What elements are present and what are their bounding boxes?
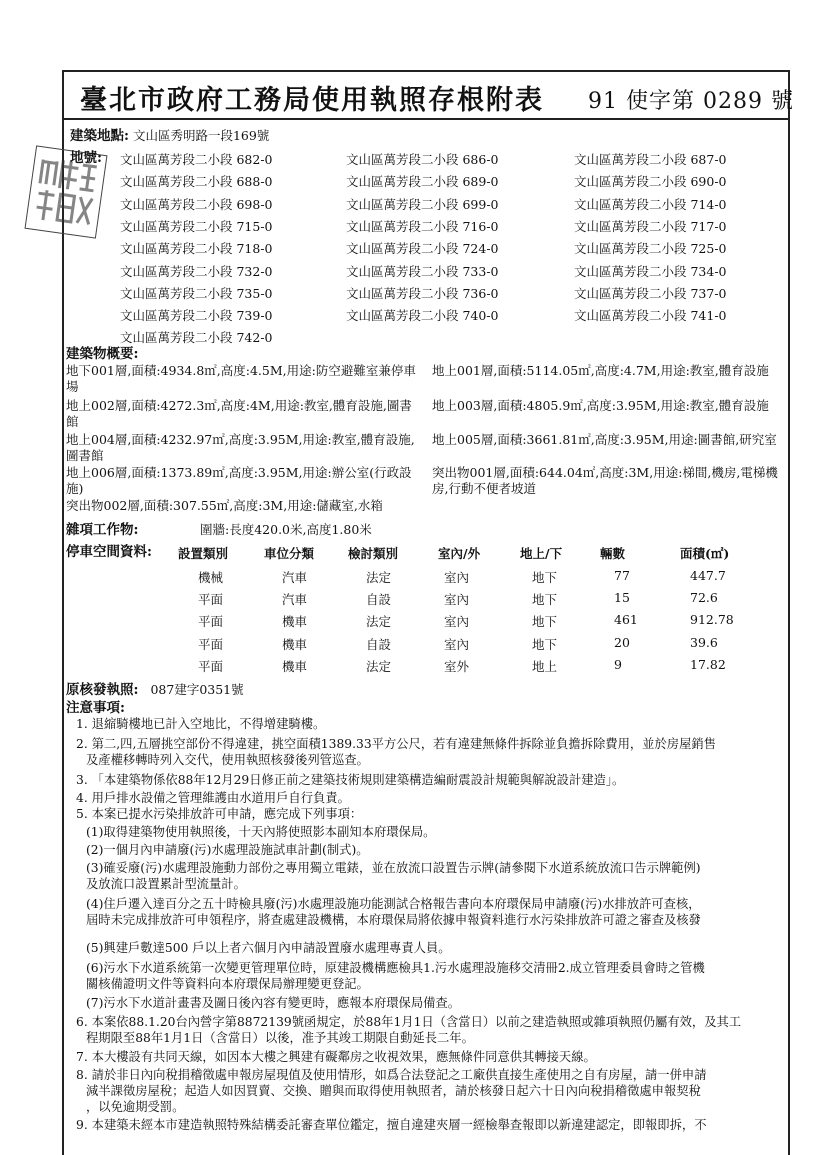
note-line: 6. 本案依88.1.20台內營字第8872139號函規定，於88年1月1日（含當日）以前之建造執照或雜項執照仍屬有效，及其工 [76,1015,742,1029]
note-line: (7)污水下水道計畫書及圖日後內容有變更時，應報本府環保局備查。 [86,996,461,1010]
parking-cell: 法定 [366,658,392,674]
parking-cell: 機械 [198,570,224,585]
lot-number: 文山區萬芳段二小段 742-0 [120,330,273,346]
lot-number: 文山區萬芳段二小段 725-0 [574,241,727,257]
lot-number: 文山區萬芳段二小段 718-0 [120,241,273,257]
original-value: 087建字0351號 [150,682,244,697]
overview-line: 地上006層,面積:1373.89㎡,高度:3.95M,用途:辦公室(行政設 [66,465,412,480]
note-line: (4)住戶遷入達百分之五十時檢具廢(污)水處理設施功能測試合格報告書向本府環保局申請廢(污)水排放許可查核， [86,897,701,911]
parking-cell: 72.6 [690,590,718,606]
lot-number: 文山區萬芳段二小段 737-0 [574,285,727,301]
title-rule [62,118,790,120]
parking-cell: 自設 [366,636,392,652]
misc-label: 雜項工作物: [66,522,139,538]
overview-label: 建築物概要: [66,346,139,362]
note-line: 1. 退縮騎樓地已計入空地比，不得增建騎樓。 [76,717,326,731]
document-title: 臺北市政府工務局使用執照存根附表 [80,85,544,116]
note-line: 2. 第二,四,五層挑空部份不得違建，挑空面積1389.33平方公尺，若有違建無條件拆除並負擔拆除費用，並於房屋銷售 [76,737,716,751]
note-line: (3)確妥廢(污)水處理設施動力部份之專用獨立電錶，並在放流口設置告示牌(請參閱下水道系統放流口告示牌範例) [86,861,701,875]
lot-number: 文山區萬芳段二小段 716-0 [346,218,499,234]
overview-line: 地上004層,面積:4232.97㎡,高度:3.95M,用途:教室,體育設施, [66,432,415,447]
note-line: 3. 「本建築物係依88年12月29日修正前之建築技術規則建築構造編耐震設計規範與解說設計建造」。 [76,773,625,787]
lot-number: 文山區萬芳段二小段 724-0 [346,241,499,257]
overview-line: 館 [66,414,79,429]
misc-value: 圍牆:長度420.0米,高度1.80米 [200,522,372,537]
parking-cell: 室外 [444,658,470,674]
note-line: 9. 本建築未經本市建造執照特殊結構委託審查單位鑑定，擅自違建夾層一經檢舉查報即以新違建認定，即報即拆，不 [76,1118,707,1132]
original-label: 原核發執照: [66,682,139,698]
parking-cell: 室內 [444,636,470,652]
original-row [66,682,244,698]
note-line: 7. 本大樓設有共同天線，如因本大樓之興建有礙鄰房之收視效果，應無條件同意供其轉接天線。 [76,1050,596,1064]
overview-line: 圖書館 [66,448,104,463]
lot-number: 文山區萬芳段二小段 741-0 [574,308,727,324]
note-line: 程期限至88年1月1日（含當日）以後，准予其竣工期限自動延長二年。 [86,1031,474,1045]
parking-cell: 自設 [366,592,392,608]
parking-header: 地上/下 [520,546,563,561]
overview-line: 地上003層,面積:4805.9㎡,高度:3.95M,用途:教室,體育設施 [432,398,769,413]
lot-number: 文山區萬芳段二小段 740-0 [346,308,499,324]
parking-cell: 平面 [198,592,224,608]
note-line: 8. 請於非日內向稅捐稽徵處申報房屋現值及使用情形，如爲合法登記之工廠供直接生產使用之自有房屋，請一併申請 [76,1068,707,1082]
overview-line: 突出物001層,面積:644.04㎡,高度:3M,用途:梯間,機房,電梯機 [432,465,778,480]
parking-header: 檢討類別 [348,546,399,561]
parking-header: 車位分類 [264,546,315,561]
overview-line: 突出物002層,面積:307.55㎡,高度:3M,用途:儲藏室,水箱 [66,498,383,513]
note-line: 及放流口設置累計型流量計。 [86,877,246,891]
parking-cell: 17.82 [690,656,726,672]
site-label: 建築地點: [70,128,129,144]
lot-number: 文山區萬芳段二小段 686-0 [346,152,499,167]
parking-cell: 461 [614,612,638,628]
lot-number: 文山區萬芳段二小段 688-0 [120,174,273,190]
parking-cell: 機車 [282,658,308,674]
overview-line: 房,行動不便者坡道 [432,481,536,496]
note-line: 4. 用戶排水設備之管理維護由水道用戶自行負責。 [76,791,350,805]
parking-cell: 室內 [444,614,470,630]
note-line: (1)取得建築物使用執照後，十天內將使照影本副知本府環保局。 [86,825,436,839]
lot-number: 文山區萬芳段二小段 687-0 [574,152,727,167]
parking-cell: 機車 [282,614,308,630]
overview-line: 地上001層,面積:5114.05㎡,高度:4.7M,用途:教室,體育設施 [432,363,769,378]
permit-number: 91 使字第 0289 號 [588,89,794,114]
parking-cell: 15 [614,590,630,606]
lot-number: 文山區萬芳段二小段 689-0 [346,174,499,190]
parking-cell: 法定 [366,570,392,585]
parking-header: 設置類別 [178,546,229,561]
notes-label: 注意事項: [66,700,125,716]
lot-number: 文山區萬芳段二小段 732-0 [120,263,273,279]
parking-cell: 9 [614,656,622,672]
overview-line: 場 [66,379,79,394]
parking-cell: 法定 [366,614,392,630]
site-row [70,128,269,144]
parking-cell: 912.78 [690,612,734,628]
note-line: (5)興建戶數達500 戶以上者六個月內申請設置廢水處理專責人員。 [86,941,451,955]
note-line: 5. 本案已提水污染排放許可申請，應完成下列事項： [76,807,363,821]
lot-number: 文山區萬芳段二小段 690-0 [574,174,727,190]
frame-top-border [62,70,790,72]
frame-right-border [788,70,790,1155]
note-line: 減半課徵房屋稅；起造人如因買賣、交換、贈與而取得使用執照者，請於核發日起六十日內向稅捐稽徵處申報契稅 [86,1084,701,1098]
lot-number: 文山區萬芳段二小段 699-0 [346,196,499,212]
parking-cell: 地下 [532,614,558,630]
overview-line: 施) [66,481,84,496]
lot-number: 文山區萬芳段二小段 717-0 [574,218,727,234]
note-line: 屆時未完成排放許可申領程序，將查處建設機構，本府環保局將依據申報資料進行水污染排放許可證之審查及核發 [86,913,701,927]
lots-label: 地號: [70,150,102,166]
site-address: 文山區秀明路一段169號 [132,128,270,143]
lot-number: 文山區萬芳段二小段 736-0 [346,285,499,301]
parking-cell: 機車 [282,636,308,652]
note-line: (2)一個月內申請廢(污)水處理設施試車計劃(制式)。 [86,843,369,857]
parking-cell: 地下 [532,570,558,585]
parking-label: 停車空間資料: [66,544,152,560]
lot-number: 文山區萬芳段二小段 682-0 [120,152,273,167]
lot-number: 文山區萬芳段二小段 734-0 [574,263,727,279]
parking-cell: 20 [614,634,630,650]
lot-number: 文山區萬芳段二小段 735-0 [120,285,273,301]
overview-line: 地上002層,面積:4272.3㎡,高度:4M,用途:教室,體育設施,圖書 [66,398,412,413]
parking-cell: 447.7 [690,568,726,583]
lot-number: 文山區萬芳段二小段 714-0 [574,196,727,212]
lot-number: 文山區萬芳段二小段 733-0 [346,263,499,279]
overview-line: 地上005層,面積:3661.81㎡,高度:3.95M,用途:圖書館,研究室 [432,432,777,447]
parking-header: 輛數 [600,546,626,561]
parking-header: 面積(㎡) [680,546,730,561]
parking-cell: 77 [614,568,630,583]
parking-cell: 汽車 [282,592,308,608]
parking-cell: 39.6 [690,634,718,650]
note-line: (6)污水下水道系統第一次變更管理單位時，原建設機構應檢具1.污水處理設施移交清冊2.成立管理委員會時之管機 [86,961,705,975]
parking-cell: 平面 [198,636,224,652]
overview-line: 地下001層,面積:4934.8㎡,高度:4.5M,用途:防空避難室兼停車 [66,363,416,378]
parking-cell: 室內 [444,570,470,585]
parking-cell: 汽車 [282,570,308,585]
lot-number: 文山區萬芳段二小段 715-0 [120,218,273,234]
parking-cell: 地下 [532,636,558,652]
parking-cell: 平面 [198,614,224,630]
parking-cell: 地上 [532,658,558,674]
note-line: 關核備證明文件等資料向本府環保局辦理變更登記。 [86,977,369,991]
lot-number: 文山區萬芳段二小段 698-0 [120,196,273,212]
parking-header: 室內/外 [438,546,481,561]
note-line: 及產權移轉時列入交代，使用執照核發後列管巡查。 [86,753,369,767]
lot-number: 文山區萬芳段二小段 739-0 [120,308,273,324]
note-line: ，以免逾期受罰。 [86,1100,185,1114]
parking-cell: 地下 [532,592,558,608]
misc-row [66,522,138,538]
parking-cell: 室內 [444,592,470,608]
parking-cell: 平面 [198,658,224,674]
